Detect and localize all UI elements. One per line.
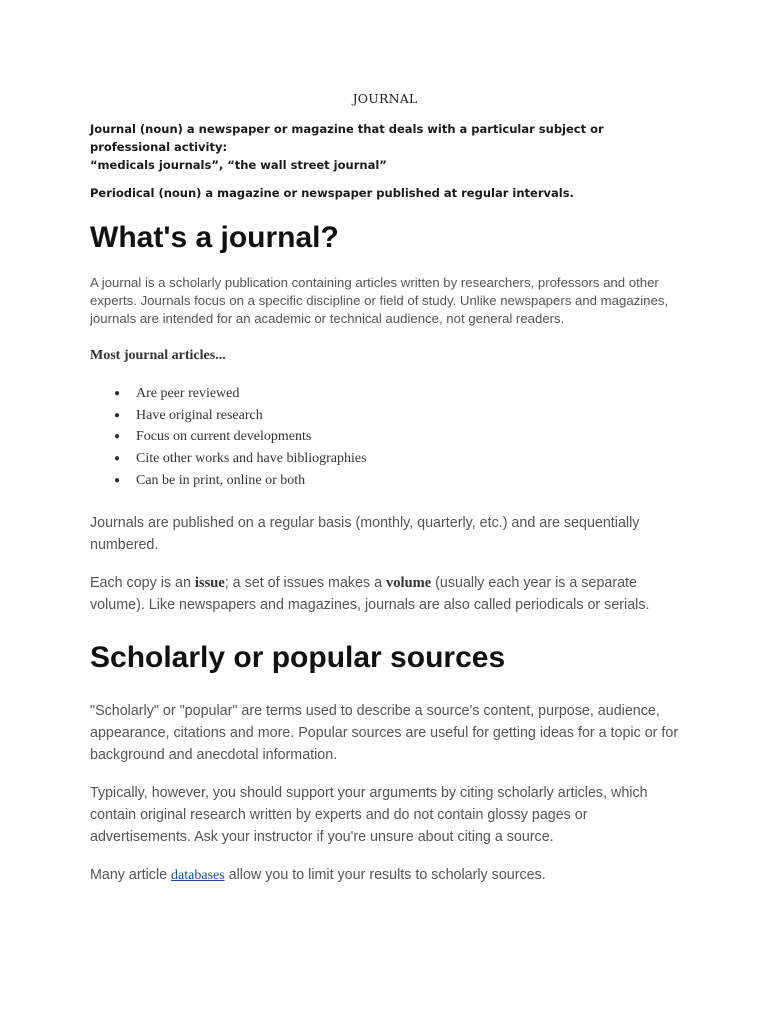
sources-text-2: allow you to limit your results to scholarly sources. — [224, 866, 546, 883]
articles-list — [90, 383, 680, 492]
articles-list-heading: Most journal articles... — [90, 348, 226, 363]
list-item — [114, 405, 680, 427]
bullet-icon: ● — [114, 453, 121, 465]
sources-paragraph-2: Typically, however, you should support your arguments by citing scholarly articles, which contain original research written by experts and do not contain glossy pages or advertisements. Ask your instructor if you're unsure about citing a source. — [90, 784, 648, 845]
bullet-icon: ● — [114, 431, 121, 443]
published-paragraph: Journals are published on a regular basis (monthly, quarterly, etc.) and are sequentially numbered. — [90, 514, 640, 553]
list-item-text: Can be in print, online or both — [136, 472, 306, 488]
list-item — [114, 470, 680, 492]
definition-journal — [90, 120, 680, 174]
list-item — [114, 426, 680, 448]
term-volume: volume — [386, 574, 432, 591]
list-item — [114, 448, 680, 470]
definition-periodical: Periodical (noun) a magazine or newspaper published at regular intervals. — [90, 186, 574, 200]
bullet-icon: ● — [114, 388, 121, 399]
issue-text-2: ; a set of issues makes a — [224, 574, 387, 591]
document-title: JOURNAL — [352, 91, 418, 106]
term-issue: issue — [194, 574, 225, 591]
definition-journal-line-1: Journal (noun) a newspaper or magazine that deals with a particular subject or professional activity: — [90, 122, 604, 154]
list-item-text: Focus on current developments — [136, 429, 312, 445]
bullet-icon: ● — [114, 474, 121, 486]
issue-text-3: (usually each year is a separate volume). Like newspapers and magazines, journals are also called periodicals or serials. — [90, 574, 650, 613]
sources-text-1: Many article — [90, 866, 172, 883]
sources-paragraph-1: "Scholarly" or "popular" are terms used to describe a source's content, purpose, audience, appearance, citations and more. Popular sources are useful for getting ideas for a topic or for background and anecdotal information. — [90, 702, 679, 763]
definition-journal-line-2: “medicals journals”, “the wall street journal” — [90, 158, 387, 172]
issue-text-1: Each copy is an — [90, 574, 195, 591]
journal-intro-paragraph: A journal is a scholarly publication containing articles written by researchers, professors and other experts. Journals focus on a specific discipline or field of study. Unlike newspapers and magazines, journals are intended for an academic or technical audience, not general readers. — [90, 275, 669, 326]
list-item-text: Have original research — [136, 407, 263, 423]
sources-paragraph-3 — [90, 864, 680, 887]
bullet-icon: ● — [114, 409, 121, 421]
databases-link[interactable]: databases — [171, 867, 225, 883]
list-item-text: Are peer reviewed — [136, 386, 240, 401]
list-item — [114, 383, 680, 405]
list-item-text: Cite other works and have bibliographies — [136, 451, 367, 467]
issue-volume-paragraph — [90, 572, 680, 616]
document-content — [90, 91, 680, 903]
heading-scholarly-or-popular: Scholarly or popular sources — [90, 640, 506, 674]
heading-whats-a-journal: What's a journal? — [90, 221, 339, 254]
